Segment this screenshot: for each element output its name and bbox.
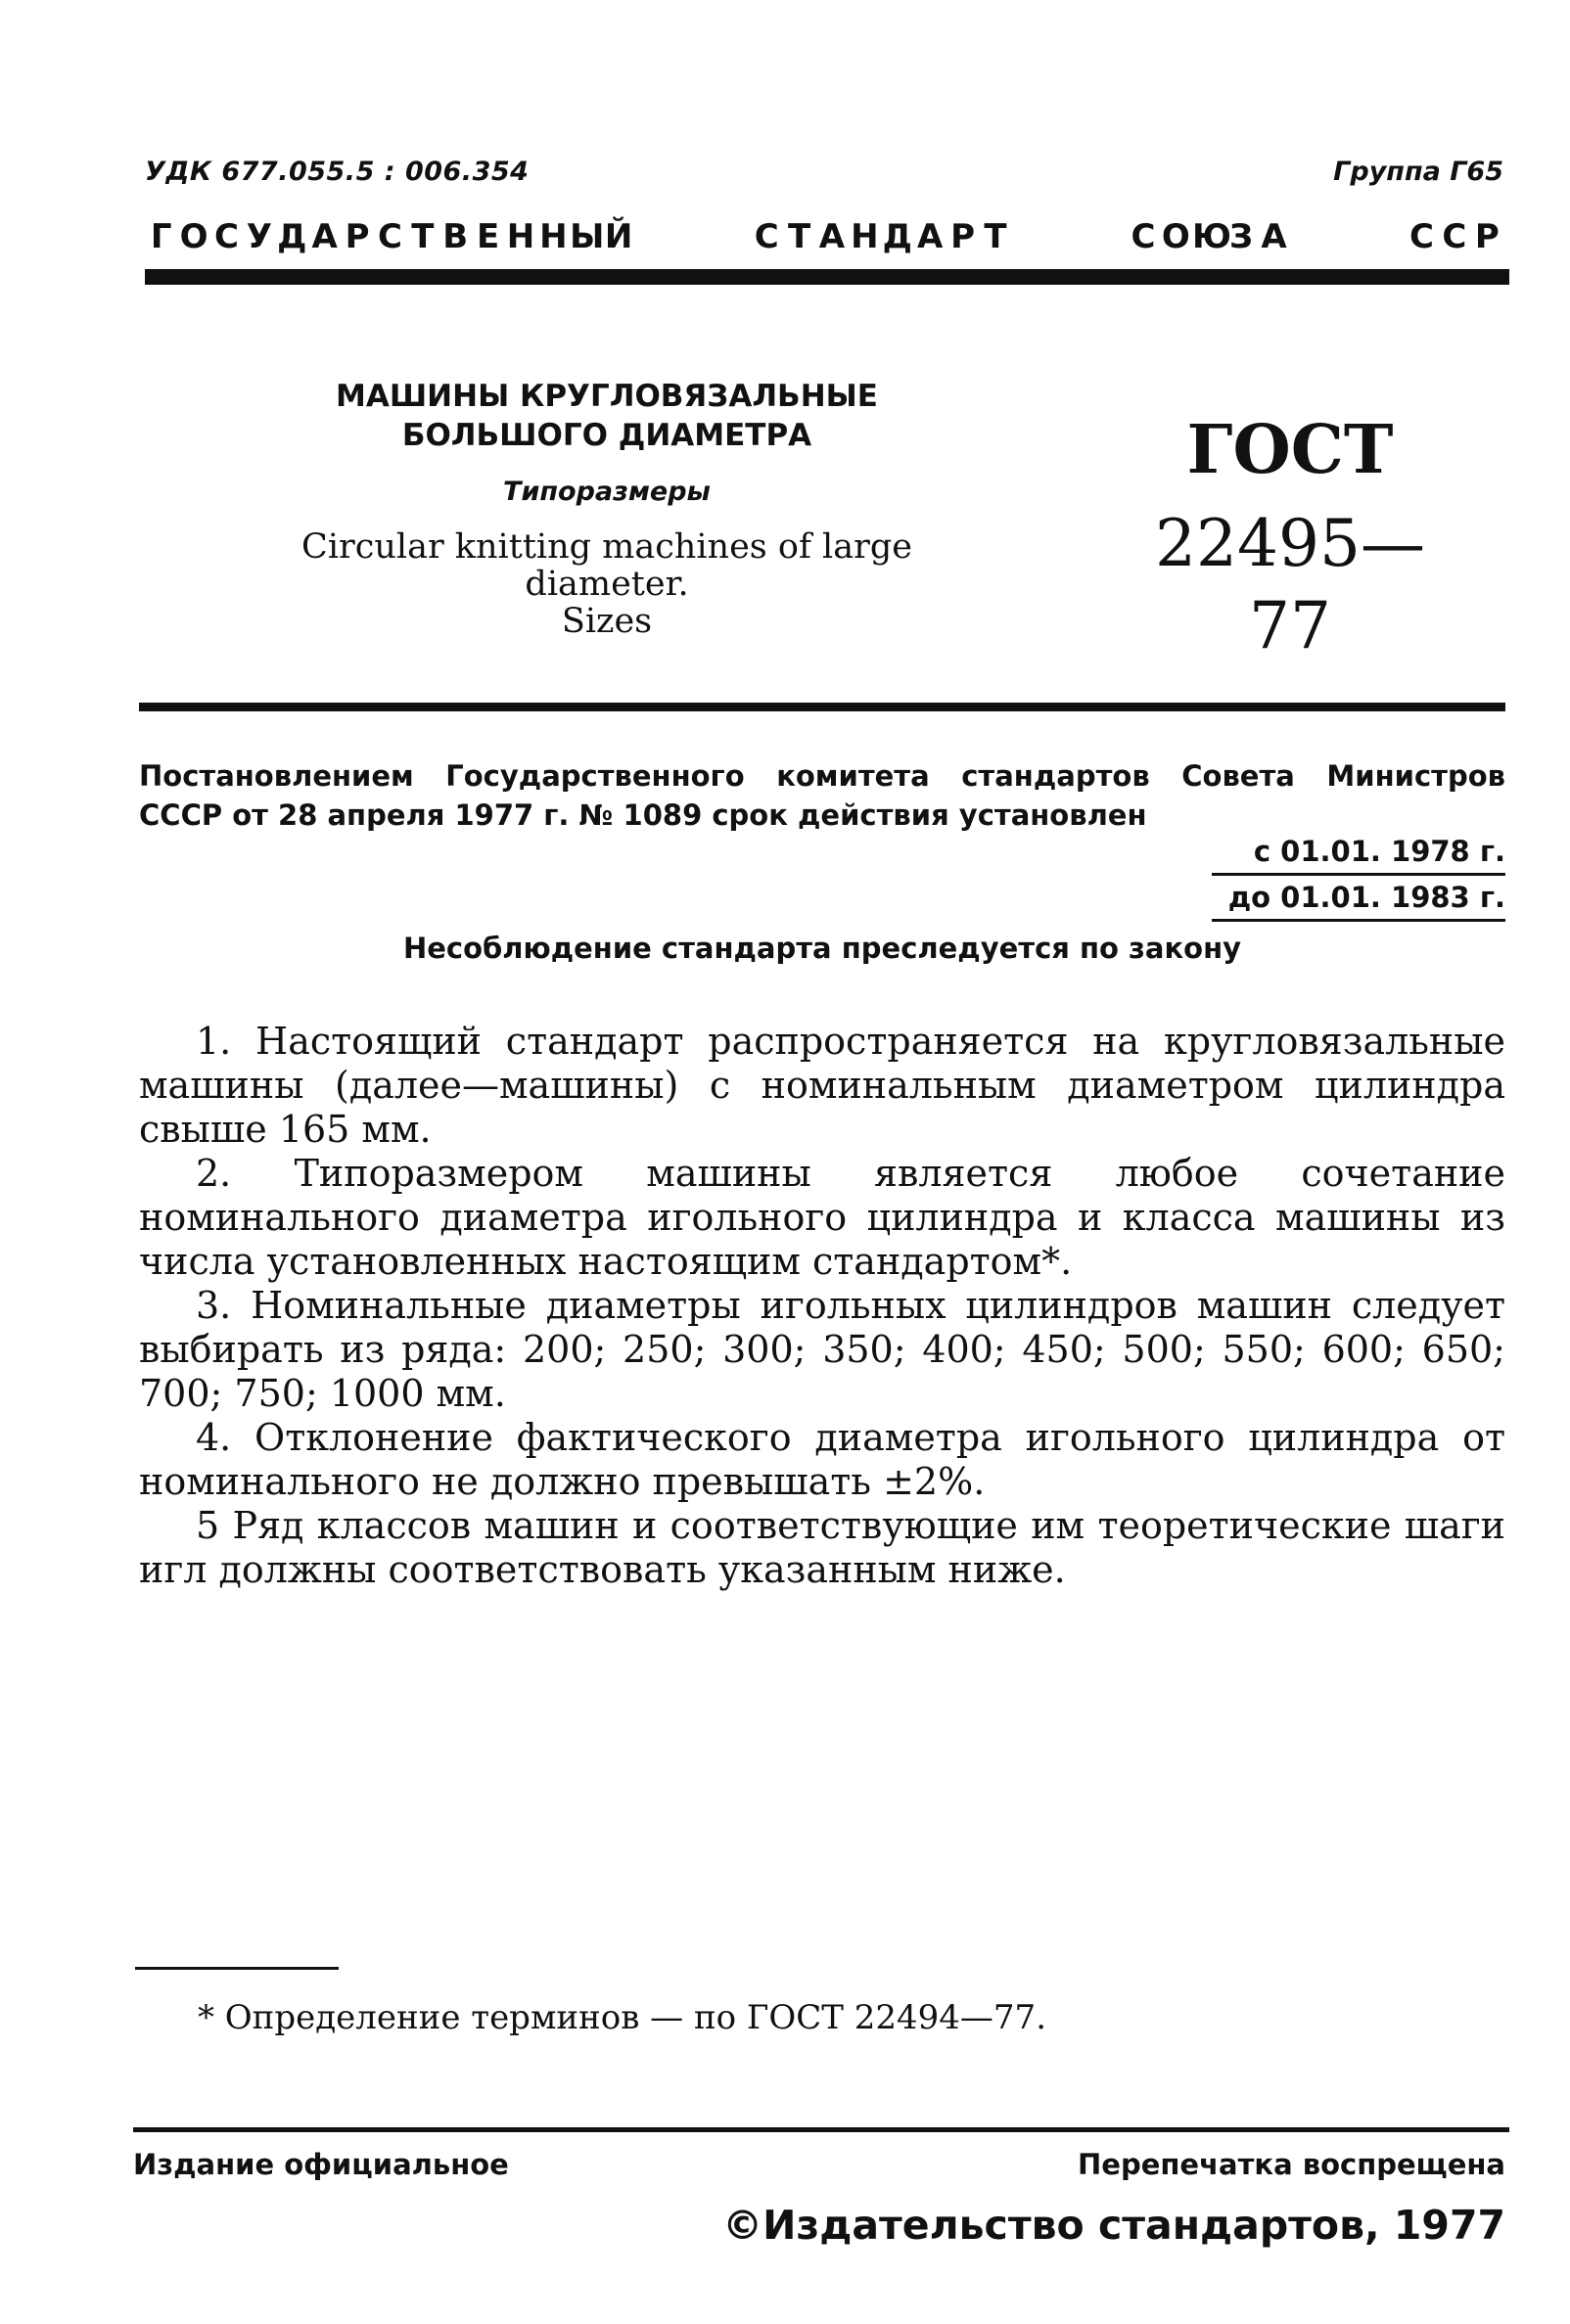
- banner-letter: А: [818, 217, 846, 256]
- banner-letter: С: [1442, 217, 1467, 256]
- banner-letter: О: [1161, 217, 1190, 256]
- banner-letter: Р: [1474, 217, 1500, 256]
- banner-letter: Й: [604, 217, 633, 256]
- standard-banner: [145, 217, 1503, 256]
- top-thick-rule: [145, 269, 1509, 285]
- banner-letter: У: [246, 217, 272, 256]
- subtitle-en-line-2: Sizes: [561, 602, 653, 641]
- title-line-1: МАШИНЫ КРУГЛОВЯЗАЛЬНЫЕ: [336, 379, 878, 414]
- banner-word-2: [750, 217, 1011, 256]
- edition-label: Издание официальное: [133, 2148, 509, 2181]
- title-block: [235, 377, 979, 640]
- decree-word: комитета: [776, 759, 930, 793]
- reprint-notice: Перепечатка воспрещена: [1078, 2148, 1505, 2181]
- body-text: [139, 1020, 1505, 1592]
- banner-letter: Р: [950, 217, 975, 256]
- paragraph-5: 5 Ряд классов машин и соответствующие им теоретические шаги игл должны соответствовать указанным ниже.: [139, 1504, 1505, 1591]
- footnote: * Определение терминов — по ГОСТ 22494—77.: [198, 1998, 1046, 2037]
- title-line-2: БОЛЬШОГО ДИАМЕТРА: [401, 418, 812, 453]
- banner-letter: С: [377, 217, 402, 256]
- subtitle-ru: Типоразмеры: [503, 477, 711, 507]
- banner-letter: Т: [411, 217, 435, 256]
- footnote-rule: [135, 1967, 339, 1970]
- middle-rule: [139, 703, 1505, 711]
- banner-word-3: [1127, 217, 1290, 256]
- decree-word: Постановлением: [139, 759, 414, 793]
- banner-letter: З: [1229, 217, 1254, 256]
- banner-letter: Е: [476, 217, 500, 256]
- banner-letter: В: [442, 217, 469, 256]
- banner-letter: С: [1409, 217, 1434, 256]
- decree-line-2: СССР от 28 апреля 1977 г. № 1089 срок действия установлен: [139, 798, 1147, 832]
- banner-letter: С: [1131, 217, 1156, 256]
- date-from: с 01.01. 1978 г.: [1212, 830, 1505, 876]
- banner-letter: Н: [851, 217, 879, 256]
- banner-letter: Т: [984, 217, 1007, 256]
- legal-notice: Несоблюдение стандарта преследуется по закону: [402, 932, 1242, 965]
- udk-code: УДК 677.055.5 : 006.354: [145, 157, 530, 187]
- paragraph-3: 3. Номинальные диаметры игольных цилиндров машин следует выбирать из ряда: 200; 250; 300; 350; 400; 450; 500; 550; 600; 650; 700; 750; 1000 мм.: [139, 1284, 1505, 1415]
- banner-letter: Д: [882, 217, 912, 256]
- bottom-rule: [133, 2127, 1509, 2132]
- banner-letter: Г: [150, 217, 172, 256]
- banner-letter: А: [311, 217, 338, 256]
- banner-word-4: [1406, 217, 1503, 256]
- banner-letter: Ы: [570, 217, 605, 256]
- banner-letter: Т: [787, 217, 811, 256]
- decree-word: стандартов: [961, 759, 1150, 793]
- banner-letter: О: [179, 217, 208, 256]
- banner-letter: А: [1261, 217, 1287, 256]
- banner-letter: Р: [345, 217, 370, 256]
- decree-word: Государственного: [445, 759, 745, 793]
- gost-designation: [1124, 411, 1456, 667]
- copyright: ©Издательство стандартов, 1977: [722, 2202, 1505, 2249]
- banner-letter: С: [214, 217, 239, 256]
- paragraph-2: 2. Типоразмером машины является любое сочетание номинального диаметра игольного цилиндра и класса машины из числа установленных настоящим стандартом*.: [139, 1152, 1505, 1283]
- banner-word-1: [145, 217, 635, 256]
- gost-label: ГОСТ: [1186, 411, 1394, 489]
- banner-letter: Д: [277, 217, 307, 256]
- paragraph-4: 4. Отклонение фактического диаметра игольного цилиндра от номинального не должно превышать ±2%.: [139, 1416, 1505, 1503]
- banner-letter: Н: [506, 217, 535, 256]
- gost-number: 22495—77: [1155, 506, 1425, 663]
- subtitle-en-line-1: Circular knitting machines of large diameter.: [301, 527, 912, 604]
- paragraph-1: 1. Настоящий стандарт распространяется на кругловязальные машины (далее—машины) с номинальным диаметром цилиндра свыше 165 мм.: [139, 1020, 1505, 1151]
- date-to: до 01.01. 1983 г.: [1212, 876, 1505, 922]
- banner-letter: Ю: [1192, 217, 1231, 256]
- banner-letter: А: [916, 217, 944, 256]
- banner-letter: С: [754, 217, 779, 256]
- banner-letter: Н: [539, 217, 568, 256]
- decree-line-1: [139, 756, 1505, 796]
- decree-word: Министров: [1326, 759, 1505, 793]
- decree-word: Совета: [1181, 759, 1295, 793]
- group-code: Группа Г65: [1333, 157, 1503, 187]
- decree-text: [139, 756, 1505, 835]
- validity-dates: [1212, 830, 1505, 922]
